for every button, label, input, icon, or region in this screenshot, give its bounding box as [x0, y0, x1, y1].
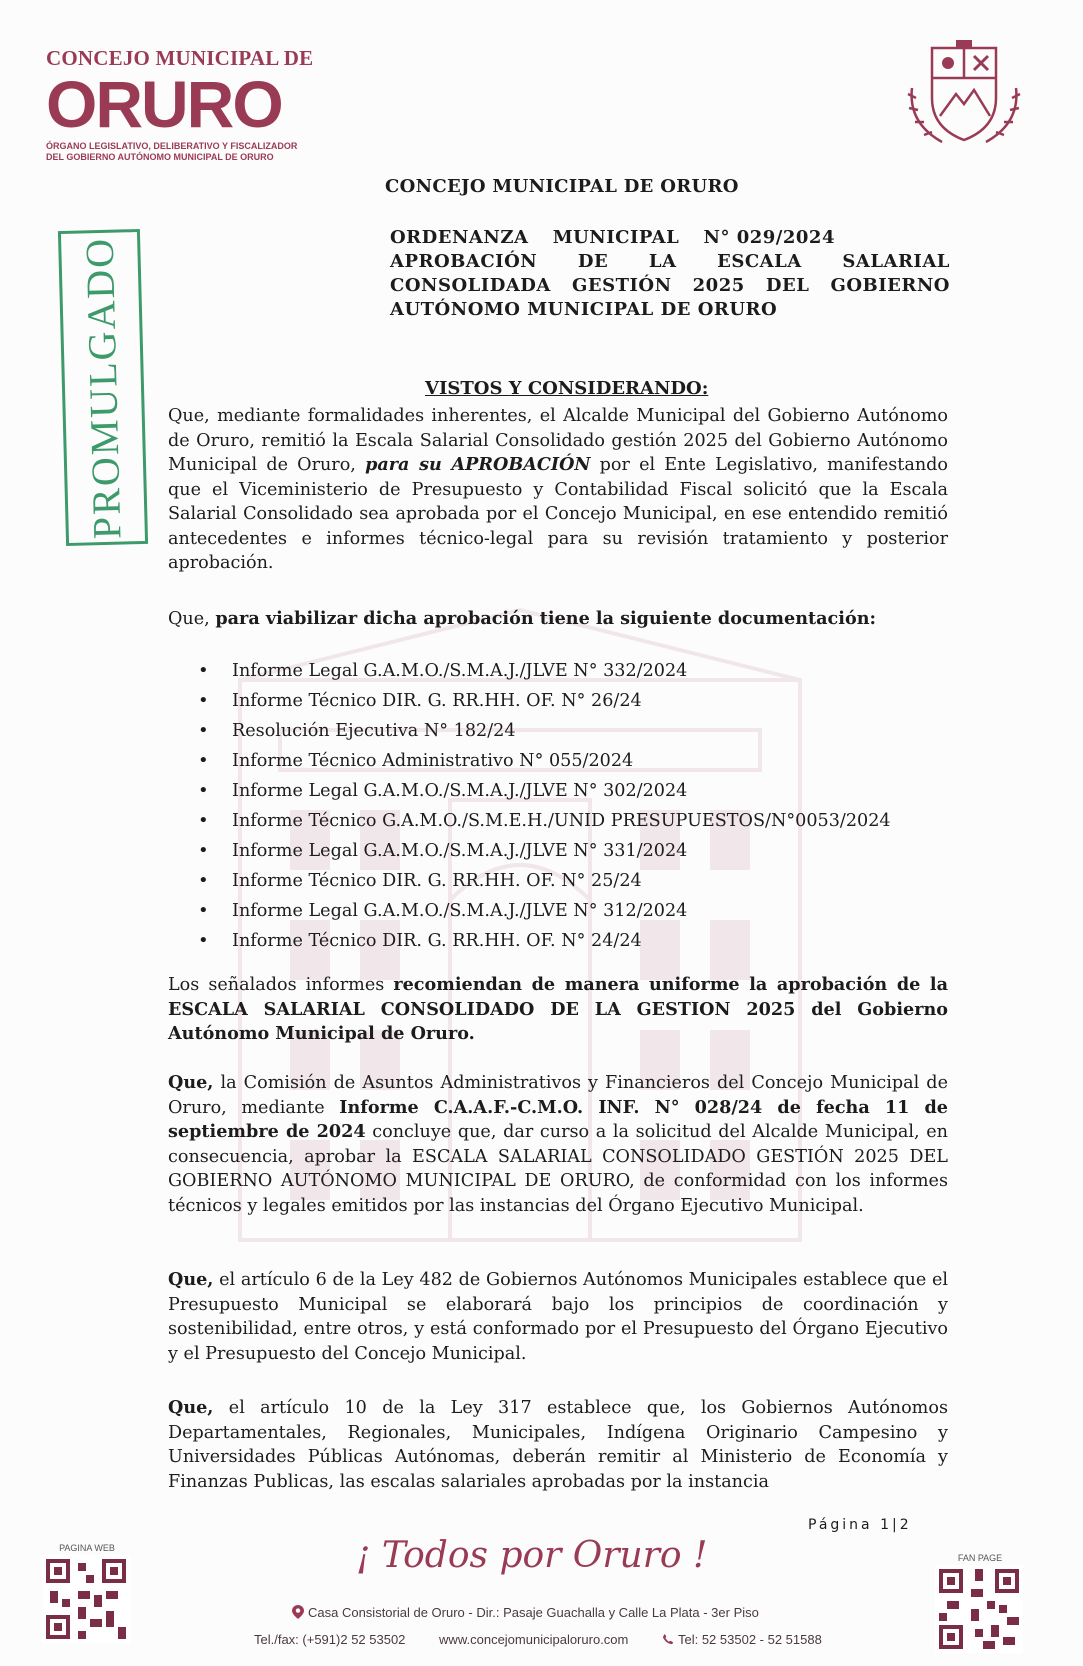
- qr-web[interactable]: [42, 1543, 132, 1643]
- ordinance-word: APROBACIÓN: [390, 251, 538, 272]
- paragraph-text: el artículo 6 de la Ley 482 de Gobiernos Autónomos Municipales establece que el Presupuesto Municipal se elaborará bajo los principios de coordinación y sostenibilidad, entre otros, y está conformado por el Presupuesto del Órgano Ejecutivo y el Presupuesto del Concejo Municipal.: [168, 1270, 948, 1364]
- footer-phones: Tel: 52 53502 - 52 51588: [677, 1632, 822, 1647]
- phone-icon: [662, 1632, 674, 1646]
- paragraph-5: [168, 1268, 948, 1366]
- list-item: • Informe Técnico DIR. G. RR.HH. OF. N° 25/24: [192, 866, 891, 896]
- ordinance-word: DE: [577, 251, 609, 272]
- paragraph-text: el artículo 10 de la Ley 317 establece que, los Gobiernos Autónomos Departamentales, Regionales, Municipales, Indígena Originario Campesino y Universidades Públicas Autónomas, deberán remitir al Ministerio de Economía y Finanzas Publicas, las escalas salariales aprobadas por la instancia: [168, 1398, 948, 1492]
- list-item: • Resolución Ejecutiva N° 182/24: [192, 716, 891, 746]
- ordinance-line-2: [390, 250, 950, 274]
- paragraph-text: la Comisión de Asuntos Administrativos y Financieros del Concejo Municipal de Oruro, mediante: [168, 1073, 948, 1118]
- logo-oruro-text: ORURO: [46, 67, 282, 141]
- ordinance-word: GOBIERNO: [830, 275, 950, 296]
- page-number: Página 1|2: [808, 1517, 912, 1533]
- qr-code-icon: [935, 1565, 1023, 1653]
- section-heading: VISTOS Y CONSIDERANDO:: [425, 378, 709, 399]
- paragraph-4: [168, 1071, 948, 1218]
- paragraph-text: concluye que, dar curso a la solicitud del Alcalde Municipal, en consecuencia, aprobar la ESCALA SALARIAL CONSOLIDADO GESTIÓN 2025 DEL GOBIERNO AUTÓNOMO MUNICIPAL DE ORURO, de conformidad con los informes técnicos y legales emitidos por las instancias del Órgano Ejecutivo Municipal.: [168, 1122, 948, 1216]
- footer-website-link[interactable]: www.concejomunicipaloruro.com: [439, 1632, 629, 1647]
- paragraph-emphasis: Que,: [168, 1072, 214, 1093]
- ordinance-word: CONSOLIDADA: [390, 275, 551, 296]
- coat-of-arms-icon: [902, 38, 1026, 148]
- council-logo: [46, 46, 314, 162]
- paragraph-1: [168, 404, 948, 576]
- ordinance-word: DEL: [765, 275, 810, 296]
- logo-top-text: CONCEJO MUNICIPAL DE: [46, 46, 314, 70]
- location-pin-icon: [292, 1605, 304, 1619]
- paragraph-emphasis: Que,: [168, 1397, 214, 1418]
- qr-fanpage[interactable]: [935, 1553, 1025, 1653]
- list-item: • Informe Técnico G.A.M.O./S.M.E.H./UNID PRESUPUESTOS/N°0053/2024: [192, 806, 891, 836]
- paragraph-emphasis: Que,: [168, 1269, 214, 1290]
- paragraph-text: Que,: [168, 609, 216, 629]
- footer-contacts: [254, 1632, 894, 1647]
- ordinance-number: N° 029/2024: [703, 227, 835, 248]
- paragraph-emphasis: recomiendan de manera uniforme la aprobación de la ESCALA SALARIAL CONSOLIDADO DE LA GESTION 2025 del Gobierno Autónomo Municipal de Oruro.: [168, 974, 948, 1044]
- ordinance-line-4: AUTÓNOMO MUNICIPAL DE ORURO: [390, 299, 778, 320]
- paragraph-text: Que, mediante formalidades inherentes, el Alcalde Municipal del Gobierno Autónomo de Oruro, remitió la Escala Salarial Consolidado gestión 2025 del Gobierno Autónomo Municipal de Oruro,: [168, 406, 948, 475]
- list-item: • Informe Técnico DIR. G. RR.HH. OF. N° 26/24: [192, 686, 891, 716]
- document-list: [192, 656, 891, 956]
- council-title: CONCEJO MUNICIPAL DE ORURO: [385, 176, 739, 197]
- paragraph-2: [168, 607, 948, 632]
- ordinance-word: MUNICIPAL: [552, 227, 680, 248]
- logo-sub-line-1: ÓRGANO LEGISLATIVO, DELIBERATIVO Y FISCALIZADOR: [46, 141, 298, 151]
- footer-telfax: Tel./fax: (+591)2 52 53502: [254, 1632, 406, 1647]
- list-item: • Informe Legal G.A.M.O./S.M.A.J./JLVE N° 312/2024: [192, 896, 891, 926]
- qr-web-label: PAGINA WEB: [59, 1543, 115, 1553]
- ordinance-title: [390, 226, 950, 322]
- footer-address: [292, 1605, 759, 1620]
- list-item: • Informe Técnico DIR. G. RR.HH. OF. N° 24/24: [192, 926, 891, 956]
- qr-code-icon: [42, 1555, 130, 1643]
- ordinance-line-1: [390, 226, 950, 250]
- list-item: • Informe Legal G.A.M.O./S.M.A.J./JLVE N° 332/2024: [192, 656, 891, 686]
- ordinance-word: LA: [648, 251, 677, 272]
- paragraph-emphasis: para su APROBACIÓN: [365, 454, 591, 475]
- list-item: • Informe Técnico Administrativo N° 055/2024: [192, 746, 891, 776]
- paragraph-6: [168, 1396, 948, 1494]
- ordinance-line-3: [390, 274, 950, 298]
- ordinance-word: GESTIÓN: [571, 275, 672, 296]
- list-item: • Informe Legal G.A.M.O./S.M.A.J./JLVE N° 331/2024: [192, 836, 891, 866]
- footer-address-text: Casa Consistorial de Oruro - Dir.: Pasaje Guachalla y Calle La Plata - 3er Piso: [308, 1605, 759, 1620]
- paragraph-text: Los señalados informes: [168, 975, 394, 995]
- slogan: ¡ Todos por Oruro !: [356, 1535, 708, 1576]
- qr-fanpage-label: FAN PAGE: [957, 1553, 1003, 1563]
- logo-sub-line-2: DEL GOBIERNO AUTÓNOMO MUNICIPAL DE ORURO: [46, 152, 274, 162]
- paragraph-text: por el Ente Legislativo, manifestando que el Viceministerio de Presupuesto y Contabilidad Fiscal solicitó que la Escala Salarial Consolidado sea aprobada por el Concejo Municipal, en ese entendido remitió antecedentes e informes técnico-legal para su revisión tratamiento y posterior aprobación.: [168, 455, 948, 573]
- list-item: • Informe Legal G.A.M.O./S.M.A.J./JLVE N° 302/2024: [192, 776, 891, 806]
- ordinance-word: ORDENANZA: [390, 227, 529, 248]
- ordinance-word: SALARIAL: [842, 251, 950, 272]
- paragraph-3: [168, 973, 948, 1047]
- paragraph-emphasis: Informe C.A.A.F.-C.M.O. INF. N° 028/24 de fecha 11 de septiembre de 2024: [168, 1096, 949, 1142]
- paragraph-emphasis: para viabilizar dicha aprobación tiene la siguiente documentación:: [215, 608, 876, 629]
- promulgado-stamp: [58, 229, 148, 546]
- ordinance-word: 2025: [692, 275, 745, 296]
- stamp-text: PROMULGADO: [76, 235, 130, 540]
- ordinance-word: ESCALA: [717, 251, 802, 272]
